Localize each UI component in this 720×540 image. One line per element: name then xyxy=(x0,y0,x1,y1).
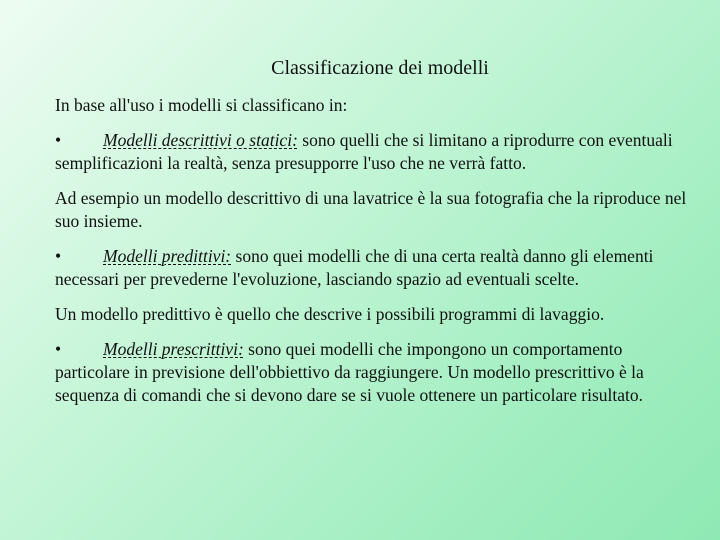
definition-prescriptive: sono quei modelli che impongono un comportamento particolare in previsione dell'obbiettivo da raggiungere. Un modello prescrittivo è la sequenza di comandi che si devono dare se si vuole ottenere un particolare risultato. xyxy=(55,339,644,405)
slide-title: Classificazione dei modelli xyxy=(271,57,489,79)
term-descriptive: Modelli descrittivi o statici: xyxy=(103,130,298,150)
term-predictive: Modelli predittivi: xyxy=(103,246,232,266)
slide-content xyxy=(55,56,695,419)
bullet-icon: • xyxy=(55,339,62,359)
bullet-item-descriptive xyxy=(55,129,695,175)
definition-descriptive: sono quelli che si limitano a riprodurre con eventuali semplificazioni la realtà, senza presupporre l'uso che ne verrà fatto. xyxy=(55,130,673,173)
example-descriptive: Ad esempio un modello descrittivo di una lavatrice è la sua fotografia che la riproduce nel suo insieme. xyxy=(55,188,687,231)
bullet-icon: • xyxy=(55,246,62,266)
term-prescriptive: Modelli prescrittivi: xyxy=(103,339,244,359)
bullet-icon: • xyxy=(55,130,62,150)
intro-text: In base all'uso i modelli si classificano in: xyxy=(55,95,348,115)
example-predictive: Un modello predittivo è quello che descrive i possibili programmi di lavaggio. xyxy=(55,304,605,324)
definition-predictive: sono quei modelli che di una certa realtà danno gli elementi necessari per prevederne l'evoluzione, lasciando spazio ad eventuali scelte. xyxy=(55,246,654,289)
bullet-item-predictive xyxy=(55,245,695,291)
bullet-item-prescriptive xyxy=(55,338,695,407)
